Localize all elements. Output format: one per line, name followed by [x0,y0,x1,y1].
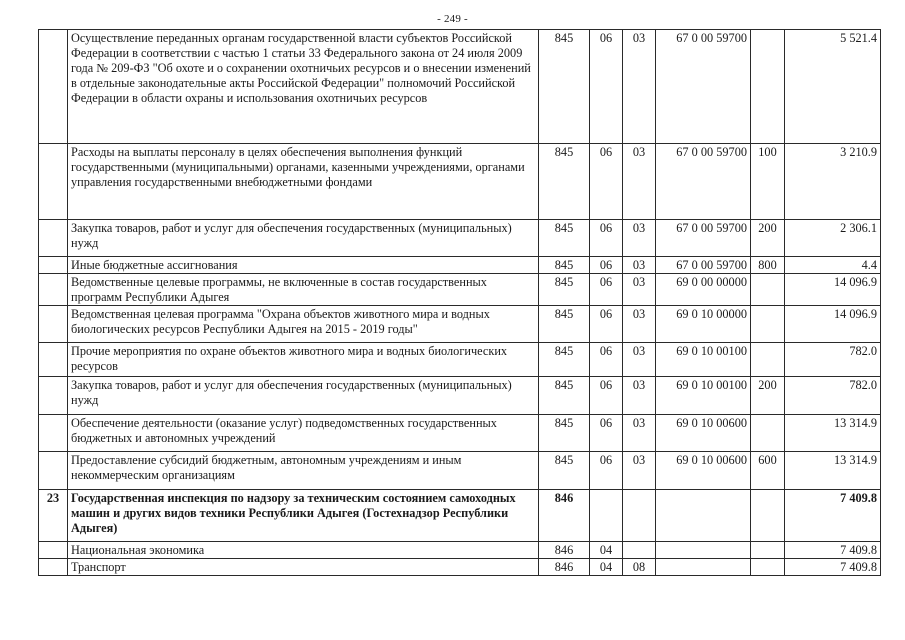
row-code: 846 [539,542,590,559]
row-section: 04 [590,559,623,576]
table-body [39,30,881,576]
row-expense-type [751,306,785,343]
row-target-article: 69 0 00 00000 [656,274,751,306]
row-name: Закупка товаров, работ и услуг для обеспечения государственных (муниципальных) нужд [68,377,539,415]
row-amount: 14 096.9 [785,306,881,343]
row-name: Прочие мероприятия по охране объектов животного мира и водных биологических ресурсов [68,343,539,377]
row-amount: 13 314.9 [785,452,881,490]
row-expense-type: 200 [751,220,785,257]
row-amount: 2 306.1 [785,220,881,257]
row-subsection: 03 [623,415,656,452]
budget-table [38,29,881,576]
row-section: 06 [590,415,623,452]
table-row [39,257,881,274]
row-subsection: 03 [623,343,656,377]
row-target-article: 67 0 00 59700 [656,257,751,274]
row-number [39,274,68,306]
row-amount: 5 521.4 [785,30,881,144]
row-amount: 7 409.8 [785,490,881,542]
row-amount: 13 314.9 [785,415,881,452]
row-amount: 7 409.8 [785,542,881,559]
row-target-article: 69 0 10 00100 [656,377,751,415]
row-section: 06 [590,377,623,415]
row-expense-type [751,559,785,576]
row-code: 845 [539,220,590,257]
row-number [39,377,68,415]
row-section: 06 [590,144,623,220]
row-number [39,452,68,490]
row-subsection: 03 [623,452,656,490]
row-expense-type: 100 [751,144,785,220]
row-target-article [656,559,751,576]
row-subsection: 03 [623,144,656,220]
row-code: 845 [539,274,590,306]
row-amount: 4.4 [785,257,881,274]
row-subsection [623,490,656,542]
row-section: 04 [590,542,623,559]
row-subsection: 08 [623,559,656,576]
row-code: 845 [539,257,590,274]
row-expense-type [751,274,785,306]
table-row [39,274,881,306]
row-expense-type: 600 [751,452,785,490]
row-target-article: 69 0 10 00600 [656,452,751,490]
row-code: 845 [539,144,590,220]
row-subsection: 03 [623,274,656,306]
row-name: Ведомственная целевая программа "Охрана объектов животного мира и водных биологических ресурсов Республики Адыгея на 2015 - 2019 годы" [68,306,539,343]
row-expense-type [751,542,785,559]
row-name: Ведомственные целевые программы, не включенные в состав государственных программ Республики Адыгея [68,274,539,306]
row-code: 845 [539,30,590,144]
row-subsection: 03 [623,257,656,274]
table-row [39,306,881,343]
row-code: 845 [539,343,590,377]
row-code: 846 [539,490,590,542]
row-section: 06 [590,257,623,274]
row-name: Осуществление переданных органам государственной власти субъектов Российской Федерации в соответствии с частью 1 статьи 33 Федерального закона от 24 июля 2009 года № 209-ФЗ "Об охоте и о сохранении охотничьих ресурсов и о внесении изменений в отдельные законодательные акты Российской Федерации" полномочий Российской Федерации в области охраны и использования охотничьих ресурсов [68,30,539,144]
row-name: Государственная инспекция по надзору за техническим состоянием самоходных машин и других видов техники Республики Адыгея (Гостехнадзор Республики Адыгея) [68,490,539,542]
row-expense-type: 200 [751,377,785,415]
row-expense-type [751,490,785,542]
page-number: - 249 - [437,13,468,25]
row-name: Предоставление субсидий бюджетным, автономным учреждениям и иным некоммерческим организациям [68,452,539,490]
row-number [39,306,68,343]
row-target-article: 67 0 00 59700 [656,30,751,144]
row-section: 06 [590,274,623,306]
row-amount: 3 210.9 [785,144,881,220]
table-row [39,559,881,576]
row-subsection: 03 [623,30,656,144]
row-number [39,343,68,377]
row-target-article: 67 0 00 59700 [656,220,751,257]
row-number [39,257,68,274]
row-expense-type [751,343,785,377]
table-row [39,415,881,452]
row-section: 06 [590,452,623,490]
row-number [39,30,68,144]
table-row [39,343,881,377]
row-amount: 14 096.9 [785,274,881,306]
row-section [590,490,623,542]
row-name: Иные бюджетные ассигнования [68,257,539,274]
row-code: 845 [539,377,590,415]
row-target-article [656,490,751,542]
table-row [39,30,881,144]
row-subsection: 03 [623,377,656,415]
row-name: Обеспечение деятельности (оказание услуг) подведомственных государственных бюджетных и автономных учреждений [68,415,539,452]
row-name: Транспорт [68,559,539,576]
row-number [39,144,68,220]
row-target-article: 67 0 00 59700 [656,144,751,220]
table-row [39,452,881,490]
row-name: Национальная экономика [68,542,539,559]
row-code: 846 [539,559,590,576]
row-section: 06 [590,220,623,257]
row-target-article: 69 0 10 00600 [656,415,751,452]
table-row [39,490,881,542]
row-expense-type [751,415,785,452]
row-number [39,220,68,257]
row-expense-type [751,30,785,144]
row-subsection: 03 [623,220,656,257]
row-expense-type: 800 [751,257,785,274]
row-name: Закупка товаров, работ и услуг для обеспечения государственных (муниципальных) нужд [68,220,539,257]
row-code: 845 [539,306,590,343]
row-section: 06 [590,30,623,144]
table-row [39,542,881,559]
row-number [39,542,68,559]
row-section: 06 [590,306,623,343]
table-row [39,220,881,257]
row-number: 23 [39,490,68,542]
row-code: 845 [539,452,590,490]
table-row [39,144,881,220]
table-row [39,377,881,415]
row-amount: 782.0 [785,343,881,377]
row-number [39,559,68,576]
row-number [39,415,68,452]
row-subsection: 03 [623,306,656,343]
row-section: 06 [590,343,623,377]
row-target-article: 69 0 10 00000 [656,306,751,343]
row-target-article: 69 0 10 00100 [656,343,751,377]
row-subsection [623,542,656,559]
row-target-article [656,542,751,559]
row-code: 845 [539,415,590,452]
row-amount: 7 409.8 [785,559,881,576]
row-amount: 782.0 [785,377,881,415]
row-name: Расходы на выплаты персоналу в целях обеспечения выполнения функций государственными (муниципальными) органами, казенными учреждениями, органами управления государственными внебюджетными фондами [68,144,539,220]
